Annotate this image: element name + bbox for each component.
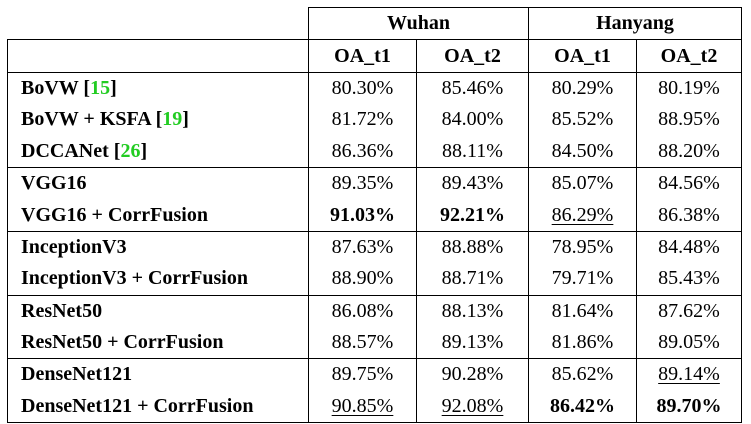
value-cell bbox=[309, 136, 417, 168]
table-row bbox=[8, 391, 742, 423]
method-cell: DCCANet [26] bbox=[8, 136, 309, 168]
value-cell bbox=[529, 231, 637, 263]
value-cell bbox=[529, 327, 637, 359]
value-text: 89.05% bbox=[658, 331, 720, 354]
method-name: DenseNet121 + CorrFusion bbox=[21, 394, 254, 417]
value-cell bbox=[417, 263, 529, 295]
value-cell bbox=[417, 295, 529, 327]
value-text: 92.08% bbox=[441, 394, 504, 417]
value-text: 89.43% bbox=[441, 172, 504, 195]
metric-header-row bbox=[8, 40, 742, 72]
value-cell bbox=[529, 136, 637, 168]
value-cell bbox=[309, 391, 417, 423]
value-cell bbox=[309, 104, 417, 135]
value-cell bbox=[637, 104, 742, 135]
value-text: 80.19% bbox=[658, 76, 720, 99]
value-text: 84.50% bbox=[551, 139, 614, 162]
method-name: ResNet50 bbox=[21, 299, 103, 322]
value-cell bbox=[637, 231, 742, 263]
value-text: 89.70% bbox=[656, 394, 722, 417]
value-text: 88.90% bbox=[331, 267, 394, 290]
value-text: 88.71% bbox=[441, 267, 504, 290]
value-text: 88.13% bbox=[441, 299, 504, 322]
table-row bbox=[8, 295, 742, 327]
value-text: 89.35% bbox=[331, 172, 394, 195]
value-text: 81.72% bbox=[331, 108, 394, 131]
value-cell bbox=[637, 327, 742, 359]
method-name: VGG16 + CorrFusion bbox=[21, 203, 208, 226]
table-row bbox=[8, 167, 742, 199]
value-cell bbox=[529, 167, 637, 199]
value-cell bbox=[637, 167, 742, 199]
value-cell bbox=[417, 199, 529, 231]
value-text: 88.11% bbox=[442, 139, 503, 162]
metric-header-hanyang-oa-t1: OA_t1 bbox=[529, 40, 637, 72]
value-text: 85.46% bbox=[441, 76, 504, 99]
method-cell: BoVW [15] bbox=[8, 72, 309, 104]
value-cell bbox=[309, 231, 417, 263]
value-text: 81.86% bbox=[551, 331, 614, 354]
method-name: ResNet50 + CorrFusion bbox=[21, 331, 224, 354]
value-cell bbox=[417, 167, 529, 199]
value-text: 84.56% bbox=[658, 172, 720, 195]
value-cell bbox=[529, 104, 637, 135]
table-row bbox=[8, 231, 742, 263]
value-text: 79.71% bbox=[551, 267, 614, 290]
value-cell bbox=[637, 199, 742, 231]
value-text: 88.20% bbox=[658, 139, 720, 162]
value-cell bbox=[417, 391, 529, 423]
metric-header-hanyang-oa-t2: OA_t2 bbox=[637, 40, 742, 72]
method-name: BoVW bbox=[21, 76, 79, 99]
value-text: 86.29% bbox=[551, 203, 614, 226]
value-text: 87.62% bbox=[658, 299, 720, 322]
value-text: 89.13% bbox=[441, 331, 504, 354]
value-cell bbox=[309, 72, 417, 104]
value-text: 85.43% bbox=[658, 267, 720, 290]
method-name: BoVW + KSFA bbox=[21, 108, 151, 131]
value-text: 84.48% bbox=[658, 235, 720, 258]
value-cell bbox=[309, 167, 417, 199]
value-text: 80.30% bbox=[331, 76, 394, 99]
corner-cell bbox=[8, 8, 309, 40]
method-cell bbox=[8, 199, 309, 231]
value-cell bbox=[309, 295, 417, 327]
value-text: 88.88% bbox=[441, 235, 504, 258]
value-cell bbox=[637, 136, 742, 168]
value-cell bbox=[637, 263, 742, 295]
value-cell bbox=[529, 72, 637, 104]
value-cell bbox=[637, 72, 742, 104]
citation-link[interactable]: 19 bbox=[162, 108, 183, 131]
table-row bbox=[8, 136, 742, 168]
value-cell bbox=[637, 295, 742, 327]
value-cell bbox=[637, 359, 742, 391]
method-name: VGG16 bbox=[21, 172, 87, 195]
value-text: 88.95% bbox=[658, 108, 720, 131]
dataset-header-wuhan: Wuhan bbox=[309, 8, 529, 40]
citation-link[interactable]: 26 bbox=[120, 139, 141, 162]
value-text: 90.28% bbox=[441, 363, 504, 386]
table-row bbox=[8, 104, 742, 135]
table-row bbox=[8, 72, 742, 104]
value-cell bbox=[529, 199, 637, 231]
value-cell bbox=[309, 199, 417, 231]
method-name: InceptionV3 + CorrFusion bbox=[21, 267, 248, 290]
citation-link[interactable]: 15 bbox=[90, 76, 111, 99]
value-text: 86.08% bbox=[331, 299, 394, 322]
metric-header-wuhan-oa-t1: OA_t1 bbox=[309, 40, 417, 72]
value-text: 91.03% bbox=[330, 203, 395, 226]
value-cell bbox=[417, 359, 529, 391]
value-text: 89.14% bbox=[658, 363, 720, 386]
dataset-header-hanyang: Hanyang bbox=[529, 8, 742, 40]
value-text: 78.95% bbox=[551, 235, 614, 258]
value-cell bbox=[417, 104, 529, 135]
value-text: 90.85% bbox=[331, 394, 394, 417]
value-cell bbox=[417, 72, 529, 104]
table-body bbox=[8, 72, 742, 422]
table-row bbox=[8, 263, 742, 295]
method-cell bbox=[8, 327, 309, 359]
method-cell: BoVW + KSFA [19] bbox=[8, 104, 309, 135]
metric-header-wuhan-oa-t2: OA_t2 bbox=[417, 40, 529, 72]
value-cell bbox=[417, 231, 529, 263]
value-cell bbox=[637, 391, 742, 423]
table-row bbox=[8, 359, 742, 391]
value-cell bbox=[529, 359, 637, 391]
value-cell bbox=[309, 327, 417, 359]
dataset-header-row bbox=[8, 8, 742, 40]
table-row bbox=[8, 327, 742, 359]
value-text: 81.64% bbox=[551, 299, 614, 322]
value-text: 85.62% bbox=[551, 363, 614, 386]
table-row bbox=[8, 199, 742, 231]
value-text: 88.57% bbox=[331, 331, 394, 354]
method-header-cell bbox=[8, 40, 309, 72]
value-text: 80.29% bbox=[551, 76, 614, 99]
method-name: InceptionV3 bbox=[21, 235, 127, 258]
value-cell bbox=[309, 359, 417, 391]
method-cell bbox=[8, 263, 309, 295]
value-text: 87.63% bbox=[331, 235, 394, 258]
method-cell bbox=[8, 359, 309, 391]
value-text: 85.52% bbox=[551, 108, 614, 131]
method-name: DCCANet bbox=[21, 139, 109, 162]
value-cell bbox=[529, 391, 637, 423]
value-text: 85.07% bbox=[551, 172, 614, 195]
value-cell bbox=[417, 327, 529, 359]
value-cell bbox=[309, 263, 417, 295]
method-cell bbox=[8, 231, 309, 263]
value-cell bbox=[529, 263, 637, 295]
value-text: 86.42% bbox=[550, 394, 616, 417]
method-cell bbox=[8, 295, 309, 327]
value-text: 89.75% bbox=[331, 363, 394, 386]
method-cell bbox=[8, 167, 309, 199]
results-table bbox=[7, 7, 742, 423]
value-text: 86.36% bbox=[331, 139, 394, 162]
method-name: DenseNet121 bbox=[21, 363, 133, 386]
method-cell bbox=[8, 391, 309, 423]
table-header bbox=[8, 8, 742, 73]
value-text: 86.38% bbox=[658, 203, 720, 226]
value-cell bbox=[529, 295, 637, 327]
value-cell bbox=[417, 136, 529, 168]
value-text: 84.00% bbox=[441, 108, 504, 131]
value-text: 92.21% bbox=[440, 203, 505, 226]
